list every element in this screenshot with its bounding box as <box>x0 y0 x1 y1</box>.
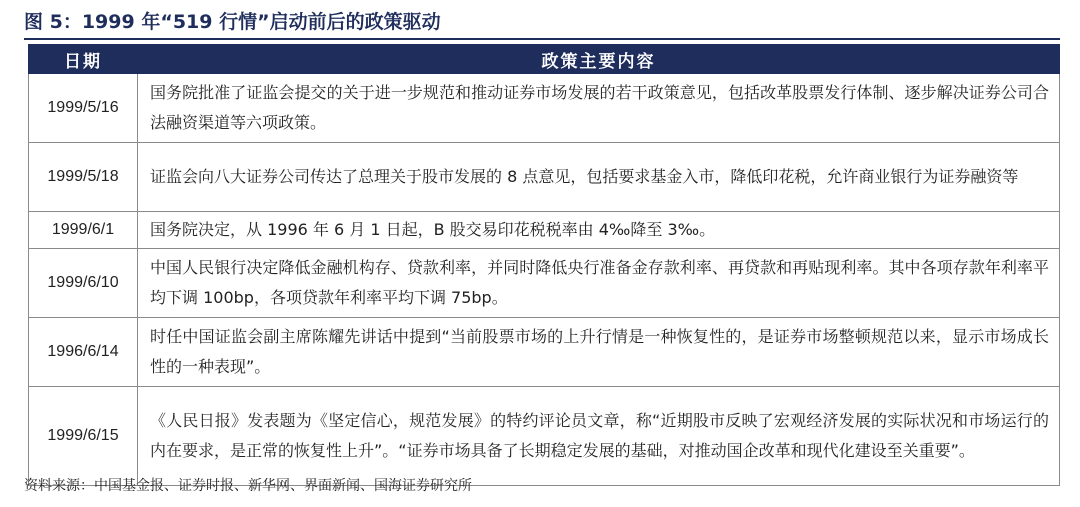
row-date: 1999/6/15 <box>29 387 138 486</box>
content-column-header: 政策主要内容 <box>138 45 1060 74</box>
row-date: 1999/5/16 <box>29 74 138 143</box>
row-content: 中国人民银行决定降低金融机构存、贷款利率，并同时降低央行准备金存款利率、再贷款和再贴现利率。其中各项存款年利率平均下调 100bp，各项贷款年利率平均下调 75bp。 <box>138 249 1060 318</box>
title-divider <box>24 38 1060 40</box>
row-content: 国务院决定，从 1996 年 6 月 1 日起，B 股交易印花税税率由 4‰降至 3‰。 <box>138 212 1060 249</box>
row-date: 1999/5/18 <box>29 143 138 212</box>
row-content: 时任中国证监会副主席陈耀先讲话中提到“当前股票市场的上升行情是一种恢复性的，是证券市场整顿规范以来，显示市场成长性的一种表现”。 <box>138 318 1060 387</box>
table-row <box>29 74 1060 143</box>
row-date: 1999/6/10 <box>29 249 138 318</box>
table-row <box>29 143 1060 212</box>
source-note: 资料来源：中国基金报、证券时报、新华网、界面新闻、国海证券研究所 <box>24 478 472 494</box>
row-content: 国务院批准了证监会提交的关于进一步规范和推动证券市场发展的若干政策意见，包括改革股票发行体制、逐步解决证券公司合法融资渠道等六项政策。 <box>138 74 1060 143</box>
table-row <box>29 318 1060 387</box>
row-content: 证监会向八大证券公司传达了总理关于股市发展的 8 点意见，包括要求基金入市，降低印花税，允许商业银行为证券融资等 <box>138 143 1060 212</box>
row-date: 1999/6/1 <box>29 212 138 249</box>
row-content: 《人民日报》发表题为《坚定信心，规范发展》的特约评论员文章，称“近期股市反映了宏观经济发展的实际状况和市场运行的内在要求，是正常的恢复性上升”。“证券市场具备了长期稳定发展的基础，对推动国企改革和现代化建设至关重要”。 <box>138 387 1060 486</box>
figure-title: 图 5：1999 年“519 行情”启动前后的政策驱动 <box>24 11 441 33</box>
policy-table <box>28 44 1060 486</box>
table-header-row <box>29 45 1060 74</box>
table-row <box>29 212 1060 249</box>
row-date: 1996/6/14 <box>29 318 138 387</box>
date-column-header: 日期 <box>29 45 138 74</box>
table-row <box>29 249 1060 318</box>
table-row <box>29 387 1060 486</box>
